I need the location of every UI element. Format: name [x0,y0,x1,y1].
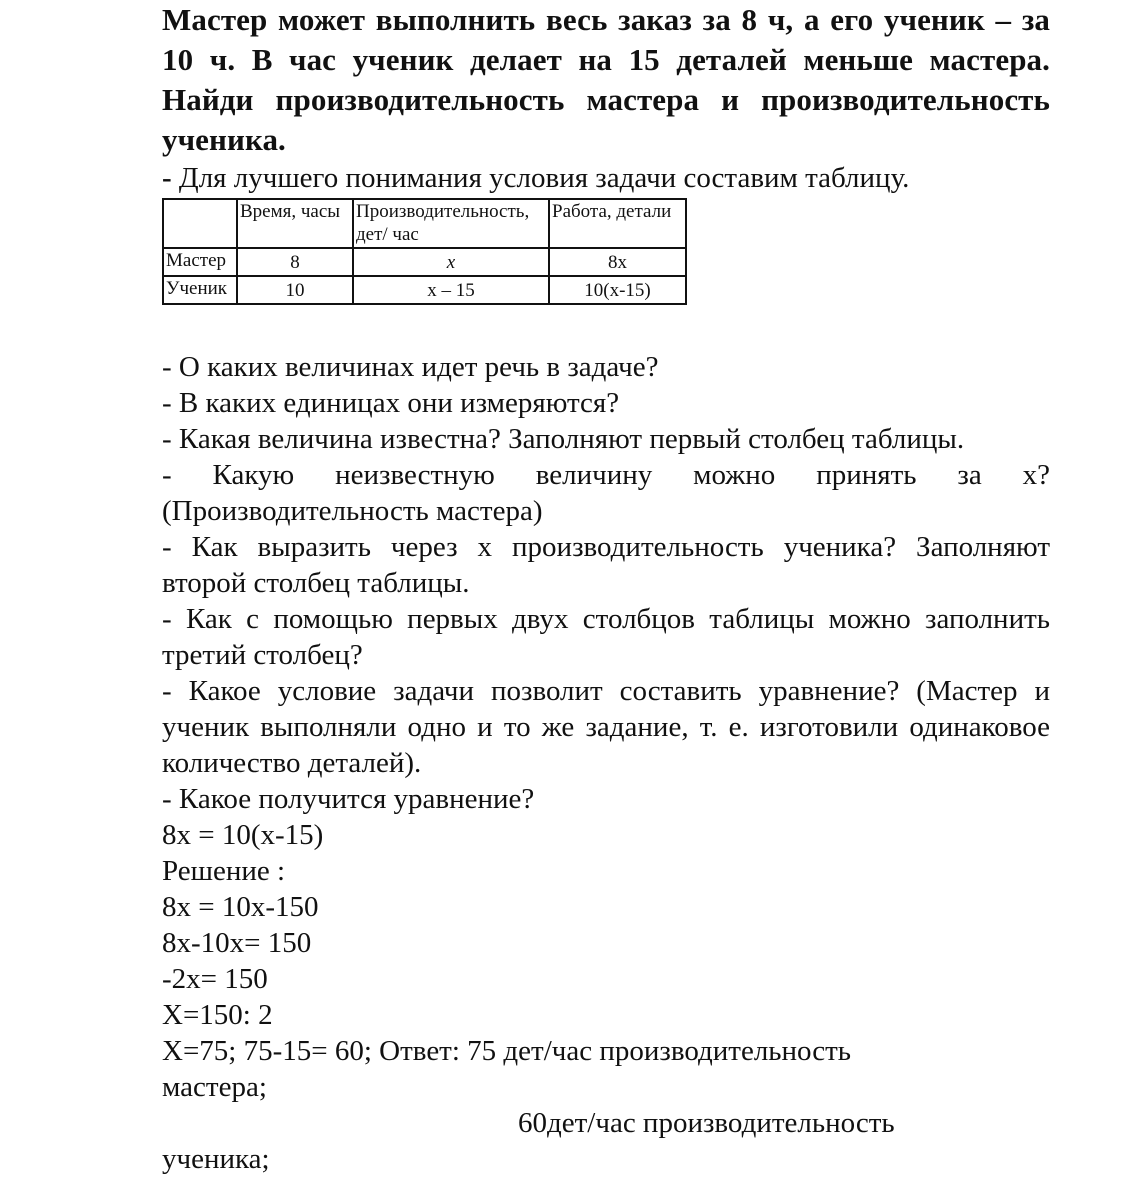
solution-step: ученика; [162,1143,270,1175]
solution-step: 8x-10x= 150 [162,927,312,959]
question-line: - О каких величинах идет речь в задаче? [162,351,659,383]
question-line: - В каких единицах они измеряются? [162,387,620,419]
table-cell: 10 [237,276,353,304]
problem-statement: Мастер может выполнить весь заказ за 8 ч, а его ученик – за 10 ч. В час ученик делает на 15 деталей меньше мастера. Найди производительность мастера и производительность ученика. [162,2,1050,157]
table-cell: 8 [237,248,353,276]
table-cell [353,248,549,276]
solution-step: -2x= 150 [162,963,268,995]
data-table [162,198,687,305]
table-cell: x – 15 [353,276,549,304]
table-header-cell: Время, часы [237,199,353,248]
solution-step: 8x = 10x-150 [162,891,319,923]
solution-step: X=75; 75-15= 60; Ответ: 75 дет/час производительность [162,1035,852,1067]
equation: 8x = 10(x-15) [162,819,324,851]
document-page [162,0,1050,1177]
solution-step: X=150: 2 [162,999,273,1031]
table-cell-value: x [446,251,456,273]
question-line: - Какое условие задачи позволит составить уравнение? (Мастер и ученик выполняли одно и то же задание, т. е. изготовили одинаковое количество деталей). [162,675,1050,779]
table-header-row [163,199,686,248]
table-header-cell: Производительность, дет/ час [353,199,549,248]
table-row [163,276,686,304]
solution-step: 60дет/час производительность [518,1107,895,1139]
table-cell: Ученик [163,276,237,304]
solution-label: Решение : [162,855,286,887]
table-cell: Мастер [163,248,237,276]
question-line: - Какую неизвестную величину можно принять за x? (Производительность мастера) [162,459,1050,527]
question-line: - Как выразить через x производительность ученика? Заполняют второй столбец таблицы. [162,531,1050,599]
table-cell: 8x [549,248,686,276]
table-header-cell: Работа, детали [549,199,686,248]
intro-dash: - [162,162,172,194]
intro-text: Для лучшего понимания условия задачи составим таблицу. [171,162,910,194]
table-cell: 10(x-15) [549,276,686,304]
question-line: - Какое получится уравнение? [162,783,535,815]
question-line: - Как с помощью первых двух столбцов таблицы можно заполнить третий столбец? [162,603,1050,671]
solution-step: мастера; [162,1071,267,1103]
spacer [162,305,1050,349]
question-line: - Какая величина известна? Заполняют первый столбец таблицы. [162,423,965,455]
table-row [163,248,686,276]
table-header-cell [163,199,237,248]
intro-line [162,160,1050,196]
